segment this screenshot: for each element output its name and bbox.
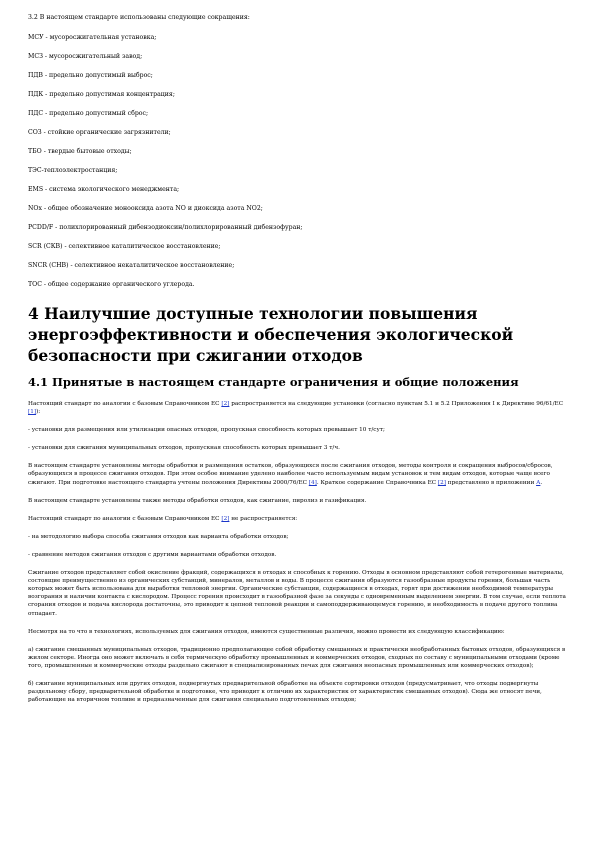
abbreviation-item: СОЗ - стойкие органические загрязнители; — [28, 129, 171, 136]
classification-item-b: б) сжигание муниципальных или других отходов, подвергнутых предварительной обработке на объекте сортировки отходов (предусматривает, что отходы подвергнуты раздельному сбору, предварительной обработке и подготовке, что приводит к отличию их характеристик от характеристик смешанных отходов). Сюда же относят печи, работающие на вторичном топливе и предназначенные для сжигания специально подготовленных отходов; — [28, 680, 542, 704]
scope-item-hazardous: - установки для размещения или утилизации опасных отходов, пропускная способность которых превышает 10 т/сут; — [28, 427, 385, 434]
abbreviation-item: SNCR (СНВ) - селективное некаталитическое восстановление; — [28, 262, 235, 269]
abbreviation-item: МСЗ - мусоросжигательный завод; — [28, 53, 143, 60]
abbreviation-item: ПДК - предельно допустимая концентрация; — [28, 91, 175, 98]
scope-paragraph: Настоящий стандарт по аналогии с базовым Справочником ЕС [2] распространяется на следующие установки (согласно пунктам 5.1 и 5.2 Приложения I к Директиве 96/61/ЕС [1]): — [28, 401, 564, 416]
abbreviation-item: МСУ - мусоросжигательная установка; — [28, 34, 157, 41]
abbreviation-item: PCDD/F - полихлорированный дибензодиоксин/полихлорированный дибензофуран; — [28, 224, 303, 231]
classification-item-a: а) сжигание смешанных муниципальных отходов, традиционно предполагающее собой обработку смешанных и практически необработанных бытовых отходов, образующихся в жилом секторе. Иногда оно может включать в себя термическую обработку промышленных и коммерческих отходов, сходных по составу с муниципальными отходами (кроме того, промышленные и коммерческие отходы раздельно сжигают в специализированных печах для сжигания неопасных промышленных или коммерческих отходов); — [28, 646, 566, 669]
abbreviation-item: EMS - система экологического менеджмента; — [28, 186, 180, 193]
section-4-1-heading: 4.1 Принятые в настоящем стандарте ограничения и общие положения — [28, 375, 519, 389]
reference-link-1[interactable]: [1] — [28, 409, 37, 416]
abbreviation-item: ТЭС-теплоэлектростанция; — [28, 167, 118, 174]
abbreviation-item: SCR (СКВ) - селективное каталитическое восстановление; — [28, 243, 221, 250]
reference-link-2[interactable]: [2] — [437, 479, 446, 486]
abbreviation-item: ПДВ - предельно допустимый выброс; — [28, 72, 153, 79]
scope-item-municipal: - установки для сжигания муниципальных отходов, пропускная способность которых превышает 3 т/ч. — [28, 445, 340, 452]
reference-link-4[interactable]: [4] — [308, 479, 317, 486]
abbreviation-item: NOх - общее обозначение монооксида азота NO и диоксида азота NO2; — [28, 205, 263, 212]
methods-paragraph: В настоящем стандарте установлены методы обработки и размещения остатков, образующихся после сжигания отходов, методы контроля и сокращения выбросов/сбросов, образующихся в процессе сжигания отходов. При этом особое внимание уделено наиболее часто используемым видам установок и тем видам отходов, которые чаще всего сжигают. При подготовке настоящего стандарта учтены положения Директивы 2000/76/ЕС [4]. Краткое содержание Справочника ЕС [2] представлено в приложении А. — [28, 463, 553, 486]
abbreviation-item: ПДС - предельно допустимый сброс; — [28, 110, 149, 117]
exclusion-item-methodology: - на методологию выбора способа сжигания отходов как варианта обработки отходов; — [28, 533, 289, 540]
section-4-heading: 4 Наилучшие доступные технологии повышения энергоэффективности и обеспечения экологической безопасности при сжигании отходов — [28, 304, 514, 365]
abbreviations-list — [28, 14, 569, 289]
treatment-methods-paragraph: В настоящем стандарте установлены также методы обработки отходов, как сжигание, пиролиз и газификация. — [28, 497, 367, 504]
appendix-a-link[interactable]: А — [536, 479, 541, 486]
incineration-description-paragraph: Сжигание отходов представляет собой окисление фракций, содержащихся в отходах и способных к горению. Отходы в основном представляют собой гетерогенные материалы, состоящие преимущественно из органических субстанций, минералов, металлов и воды. В процессе сжигания образуются газообразные продукты горения, большая часть которых может быть использована для выработки тепловой энергии. Органические субстанции, содержащиеся в отходах, горят при достижении необходимой температуры возгорания и наличии контакта с кислородом. Процесс горения происходит в газообразной фазе за секунды с одновременным выделением энергии. В том случае, если теплота сгорания отходов и подача кислорода достаточны, это приводит к цепной тепловой реакции и самоподдерживающемуся горению, и необходимость в подаче другого топлива отпадает. — [28, 570, 566, 617]
reference-link-2[interactable]: [2] — [221, 515, 230, 522]
abbreviation-item: ТОС - общее содержание органического углерода. — [28, 281, 195, 288]
exclusion-item-comparison: - сравнение методов сжигания отходов с другими вариантами обработки отходов. — [28, 551, 277, 558]
abbreviation-item: ТБО - твердые бытовые отходы; — [28, 148, 132, 155]
exclusions-paragraph: Настоящий стандарт по аналогии с базовым Справочником ЕС [2] не распространяется: — [28, 515, 298, 522]
abbreviations-intro: 3.2 В настоящем стандарте использованы следующие сокращения: — [28, 14, 250, 21]
classification-intro-paragraph: Несмотря на то что в технологиях, используемых для сжигания отходов, имеются существенные различия, можно провести их следующую классификацию: — [28, 628, 505, 635]
reference-link-2[interactable]: [2] — [221, 401, 230, 407]
